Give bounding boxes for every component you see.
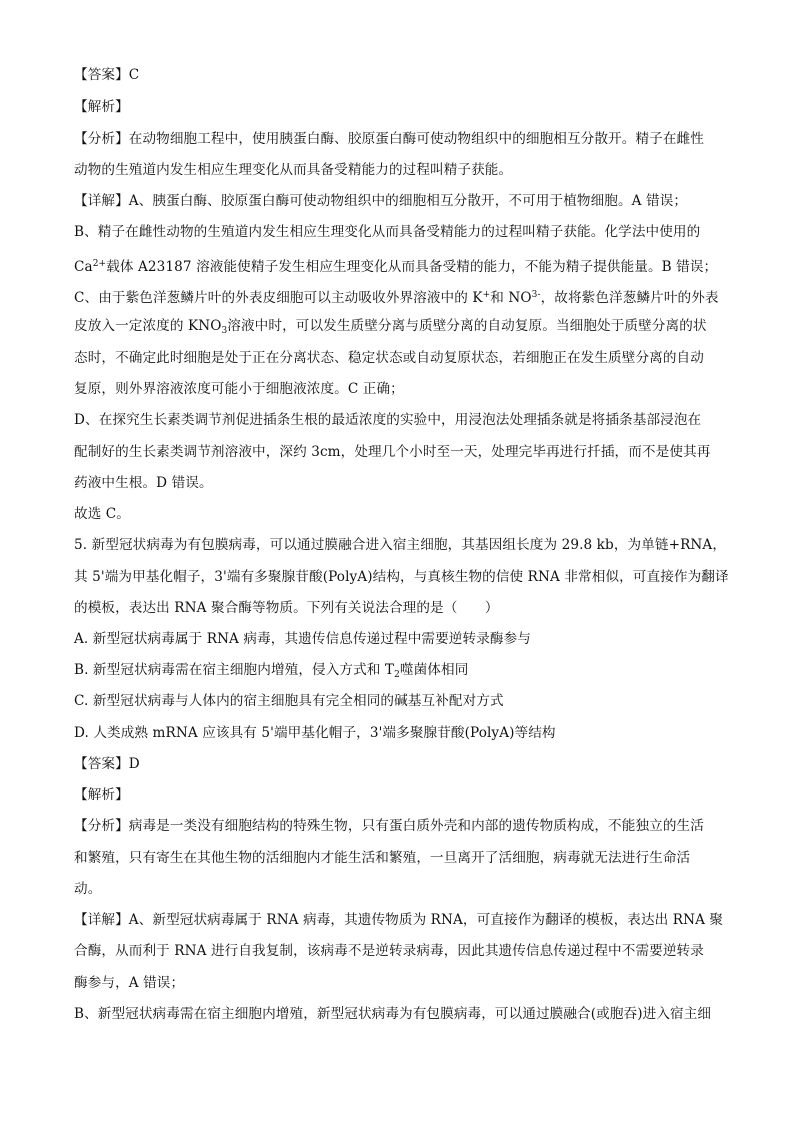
option-a: A. 新型冠状病毒属于 RNA 病毒，其遗传信息传递过程中需要逆转录酶参与 xyxy=(74,631,531,647)
analysis-text: 【分析】病毒是一类没有细胞结构的特殊生物，只有蛋白质外壳和内部的遗传物质构成，不能独立的生活 xyxy=(74,818,704,834)
option-d: D. 人类成熟 mRNA 应该具有 5'端甲基化帽子，3'端多聚腺苷酸(PolyA)等结构 xyxy=(74,725,556,741)
question-stem: 5. 新型冠状病毒为有包膜病毒，可以通过膜融合进入宿主细胞，其基因组长度为 29.8 kb，为单链+RNA， xyxy=(74,537,727,553)
detail-text: $Ca^{2+}$载体 A23187 溶液能使精子发生相应生理变化从而具备受精的能力，不能为精子提供能量。B 错误； xyxy=(74,259,718,275)
question-stem: 其 5'端为甲基化帽子，3'端有多聚腺苷酸(PolyA)结构，与真核生物的信使 RNA 非常相似，可直接作为翻译 xyxy=(74,569,729,585)
analysis-text: 和繁殖，只有寄生在其他生物的活细胞内才能生活和繁殖，一旦离开了活细胞，病毒就无法进行生命活 xyxy=(74,850,691,866)
detail-text: 【详解】A、胰蛋白酶、胶原蛋白酶可使动物组织中的细胞相互分散开，不可用于植物细胞。A 错误； xyxy=(74,193,688,209)
analysis-heading: 【解析】 xyxy=(74,99,129,115)
detail-text: 酶参与，A 错误； xyxy=(74,975,185,991)
option-c: C. 新型冠状病毒与人体内的宿主细胞具有完全相同的碱基互补配对方式 xyxy=(74,693,504,709)
detail-text: 皮放入一定浓度的 $KNO_3$溶液中时，可以发生质壁分离与质壁分离的自动复原。当细胞处于质壁分离的状 xyxy=(74,318,707,336)
analysis-text: 动物的生殖道内发生相应生理变化从而具备受精能力的过程叫精子获能。 xyxy=(74,162,513,178)
answer-label: 【答案】D xyxy=(74,756,140,772)
question-stem: 的模板，表达出 RNA 聚合酶等物质。下列有关说法合理的是（ ） xyxy=(74,600,499,616)
detail-text: 药液中生根。D 错误。 xyxy=(74,475,213,491)
analysis-text: 【分析】在动物细胞工程中，使用胰蛋白酶、胶原蛋白酶可使动物组织中的细胞相互分散开。精子在雌性 xyxy=(74,131,704,147)
detail-text: C、由于紫色洋葱鳞片叶的外表皮细胞可以主动吸收外界溶液中的 K+和 $NO^{3-}$，故将紫色洋葱鳞片叶的外表 xyxy=(74,290,719,306)
detail-text: 复原，则外界溶液浓度可能小于细胞液浓度。C 正确； xyxy=(74,381,404,397)
conclusion-text: 故选 C。 xyxy=(74,506,131,522)
detail-text: B、精子在雌性动物的生殖道内发生相应生理变化从而具备受精能力的过程叫精子获能。化学法中使用的 xyxy=(74,224,701,240)
analysis-text: 动。 xyxy=(74,881,102,897)
analysis-heading: 【解析】 xyxy=(74,787,129,803)
detail-text: B、新型冠状病毒需在宿主细胞内增殖，新型冠状病毒为有包膜病毒，可以通过膜融合(或胞吞)进入宿主细 xyxy=(74,1006,712,1022)
answer-label: 【答案】C xyxy=(74,67,140,83)
detail-text: 态时，不确定此时细胞是处于正在分离状态、稳定状态或自动复原状态，若细胞正在发生质壁分离的自动 xyxy=(74,350,704,366)
detail-text: 合酶，从而利于 RNA 进行自我复制，该病毒不是逆转录病毒，因此其遗传信息传递过程中不需要逆转录 xyxy=(74,943,704,959)
detail-text: D、在探究生长素类调节剂促进插条生根的最适浓度的实验中，用浸泡法处理插条就是将插条基部浸泡在 xyxy=(74,412,702,428)
detail-text: 【详解】A、新型冠状病毒属于 RNA 病毒，其遗传物质为 RNA，可直接作为翻译的模板，表达出 RNA 聚 xyxy=(74,912,724,928)
option-b: B. 新型冠状病毒需在宿主细胞内增殖，侵入方式和 $T_2$噬菌体相同 xyxy=(74,662,469,680)
detail-text: 配制好的生长素类调节剂溶液中，深约 3cm，处理几个小时至一天，处理完毕再进行扦插，而不是使其再 xyxy=(74,444,711,460)
